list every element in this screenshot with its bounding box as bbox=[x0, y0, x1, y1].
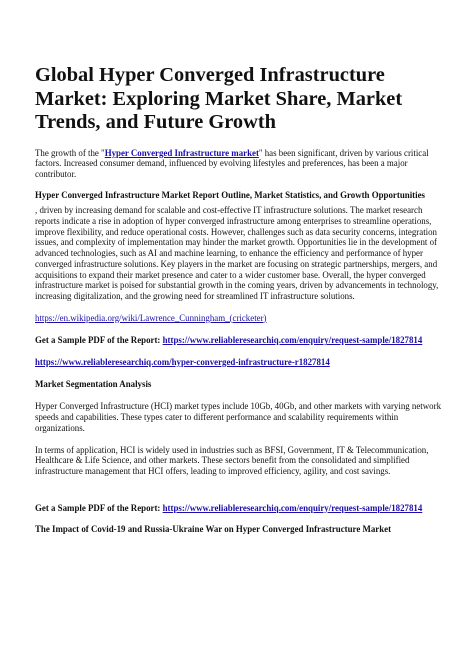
report-outline-body: , driven by increasing demand for scalable and cost-effective IT infrastructure solutions. The market research reports indicate a rise in adoption of hyper converged infrastructure among enterprises to streamline operations, improve flexibility, and reduce operational costs. However, challenges such as data security concerns, integration issues, and complexity of implementation may hinder the market growth. Opportunities lie in the development of advanced technologies, such as AI and machine learning, to enhance the efficiency and performance of hyper converged infrastructure solutions. Key players in the market are focusing on strategic partnerships, mergers, and acquisitions to expand their market presence and cater to a wider customer base. Overall, the hyper converged infrastructure market is poised for substantial growth in the coming years, driven by advancements in technology, increasing digitalization, and the growing need for streamlined IT infrastructure solutions. bbox=[35, 205, 439, 301]
wiki-link-paragraph bbox=[35, 313, 443, 324]
sample-pdf-label-2: Get a Sample PDF of the Report: bbox=[35, 502, 163, 513]
page-title: Global Hyper Converged Infrastructure Market: Exploring Market Share, Market Trends, and Future Growth bbox=[35, 64, 403, 133]
sample-pdf-link-2[interactable]: https://www.reliableresearchiq.com/enquiry/request-sample/1827814 bbox=[162, 502, 423, 513]
intro-paragraph bbox=[35, 148, 443, 180]
segmentation-heading: Market Segmentation Analysis bbox=[35, 378, 152, 389]
segmentation-types-paragraph: Hyper Converged Infrastructure (HCI) market types include 10Gb, 40Gb, and other markets with varying network speeds and capabilities. These types cater to different performance and scalability requirements within organizations. bbox=[35, 401, 442, 433]
covid-impact-heading: The Impact of Covid-19 and Russia-Ukraine War on Hyper Converged Infrastructure Market bbox=[35, 524, 392, 535]
wiki-link[interactable]: https://en.wikipedia.org/wiki/Lawrence_Cunningham_(cricketer) bbox=[35, 312, 267, 323]
sample-pdf-link-1[interactable]: https://www.reliableresearchiq.com/enquiry/request-sample/1827814 bbox=[162, 335, 423, 346]
segmentation-applications-paragraph: In terms of application, HCI is widely used in industries such as BFSI, Government, IT & Telecommunication, Healthcare & Life Science, and other markets. These sectors benefit from the consolidated and simplified infrastructure management that HCI offers, leading to improved efficiency, agility, and cost savings. bbox=[35, 444, 429, 476]
market-link[interactable]: Hyper Converged Infrastructure market bbox=[104, 147, 259, 158]
report-outline-heading: Hyper Converged Infrastructure Market Report Outline, Market Statistics, and Growth Opportunities bbox=[35, 189, 425, 200]
document-page bbox=[35, 64, 443, 535]
sample-pdf-label-1: Get a Sample PDF of the Report: bbox=[35, 335, 163, 346]
report-url-paragraph bbox=[35, 357, 443, 368]
intro-suffix: " has been significant, driven by various critical factors. Increased consumer demand, influenced by evolving lifestyles and preferences, has been a major contributor. bbox=[35, 147, 429, 179]
sample-pdf-paragraph-1 bbox=[35, 335, 443, 346]
sample-pdf-paragraph-2 bbox=[35, 503, 443, 514]
report-url-link[interactable]: https://www.reliableresearchiq.com/hyper-converged-infrastructure-r1827814 bbox=[35, 357, 330, 368]
intro-prefix: The growth of the " bbox=[35, 147, 105, 158]
